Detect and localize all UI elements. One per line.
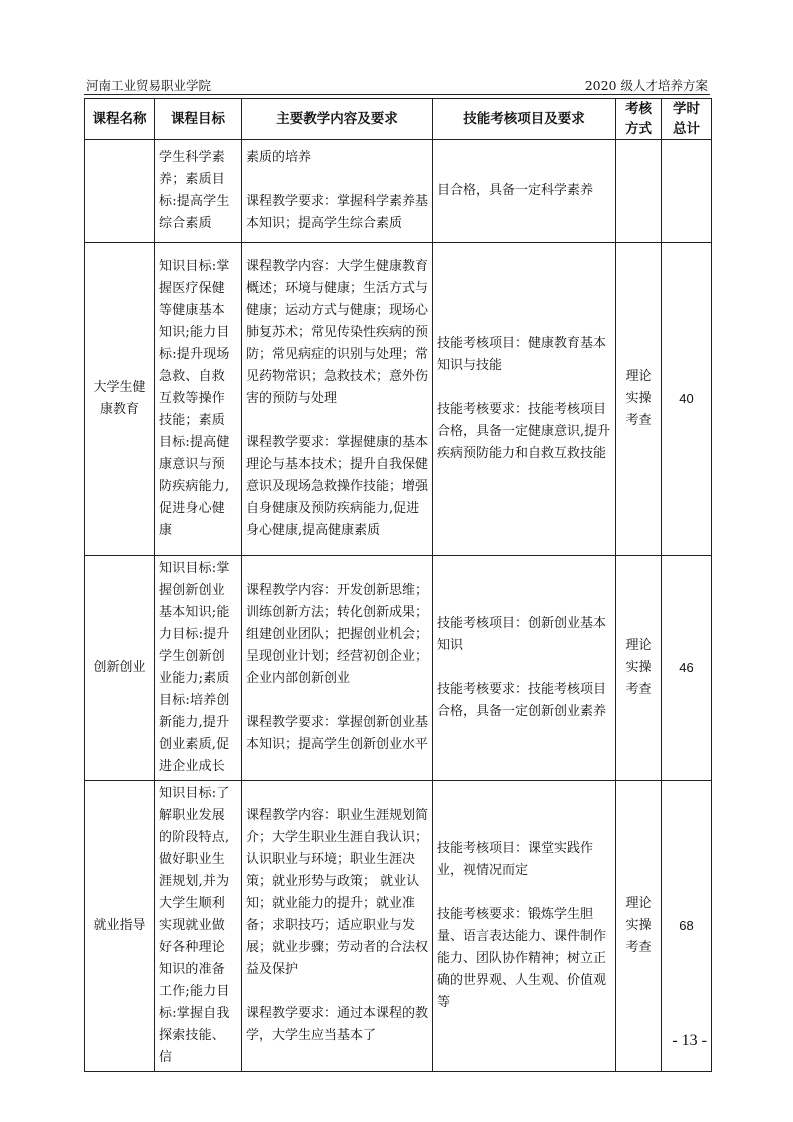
table-header-row bbox=[85, 99, 712, 140]
course-table bbox=[84, 98, 712, 1072]
page-number: - 13 - bbox=[672, 1032, 707, 1049]
course-content-cell bbox=[242, 556, 433, 781]
header-skill-assessment: 技能考核项目及要求 bbox=[433, 99, 616, 140]
table-row bbox=[85, 140, 712, 243]
content-text: 课程教学内容：开发创新思维；训练创新方法；转化创新成果；组建创业团队；把握创业机会；呈现创业计划；经营初创企业；企业内部创新创业 bbox=[246, 583, 429, 686]
skill-cell bbox=[433, 140, 616, 243]
content-text: 课程教学内容：大学生健康教育概述；环境与健康；生活方式与健康；运动方式与健康；现场心肺复苏术；常见传染性疾病的预防；常见病症的识别与处理；常见药物常识；急救技术；意外伤害的预防与处理 bbox=[246, 259, 429, 406]
header-total-hours bbox=[662, 99, 712, 140]
content-requirement-text: 课程教学要求：掌握科学素养基本知识；提高学生综合素质 bbox=[246, 194, 429, 231]
method-cell: 理论实操考查 bbox=[616, 556, 662, 781]
course-goal-cell: 知识目标:掌握医疗保健等健康基本知识;能力目标:提升现场急救、自救互救等操作技能；素质目标:提高健康意识与预防疾病能力,促进身心健康 bbox=[155, 243, 242, 556]
course-content-cell bbox=[242, 243, 433, 556]
method-cell bbox=[616, 140, 662, 243]
content-requirement-text: 课程教学要求：掌握创新创业基本知识；提高学生创新创业水平 bbox=[246, 715, 429, 752]
content-text: 课程教学内容：职业生涯规划简介；大学生职业生涯自我认识；认识职业与环境；职业生涯决策；就业形势与政策； 就业认知；就业能力的提升；就业准备；求职技巧；适应职业与发展；就业步骤；劳动者的合法权益及保护 bbox=[246, 808, 429, 977]
header-hours-line1: 学时 bbox=[673, 101, 700, 117]
course-name-cell bbox=[85, 140, 155, 243]
header-method-line1: 考核 bbox=[625, 101, 652, 117]
header-course-name: 课程名称 bbox=[85, 99, 155, 140]
course-goal-cell: 学生科学素养；素质目标:提高学生综合素质 bbox=[155, 140, 242, 243]
header-method-line2: 方式 bbox=[625, 121, 652, 137]
skill-item-text: 技能考核项目：创新创业基本知识 bbox=[437, 616, 607, 653]
course-name-cell: 创新创业 bbox=[85, 556, 155, 781]
header-teaching-content: 主要教学内容及要求 bbox=[242, 99, 433, 140]
skill-cell bbox=[433, 243, 616, 556]
page-header bbox=[84, 72, 710, 95]
table-row bbox=[85, 556, 712, 781]
header-course-goal: 课程目标 bbox=[155, 99, 242, 140]
content-requirement-text: 课程教学要求：通过本课程的教学，大学生应当基本了 bbox=[246, 1006, 429, 1043]
content-text: 素质的培养 bbox=[246, 150, 312, 165]
course-goal-cell: 知识目标:了解职业发展的阶段特点,做好职业生涯规划,并为大学生顺利实现就业做好各种理论知识的准备工作;能力目标:掌握自我探索技能、信 bbox=[155, 781, 242, 1072]
skill-requirement-text: 技能考核要求：技能考核项目合格，具备一定健康意识,提升疾病预防能力和自救互救技能 bbox=[437, 402, 611, 461]
content-requirement-text: 课程教学要求：掌握健康的基本理论与基本技术；提升自我保健意识及现场急救操作技能；增强自身健康及预防疾病能力,促进身心健康,提高健康素质 bbox=[246, 435, 429, 538]
skill-item-text: 技能考核项目：健康教育基本知识与技能 bbox=[437, 336, 607, 373]
table-row bbox=[85, 243, 712, 556]
header-school-name: 河南工业贸易职业学院 bbox=[86, 78, 212, 93]
method-cell: 理论实操考查 bbox=[616, 781, 662, 1072]
header-doc-title: 2020 级人才培养方案 bbox=[584, 78, 708, 93]
header-assessment-method bbox=[616, 99, 662, 140]
hours-cell bbox=[662, 140, 712, 243]
skill-requirement-text: 技能考核要求：锻炼学生胆量、语言表达能力、课件制作能力、团队协作精神；树立正确的世界观、人生观、价值观等 bbox=[437, 907, 607, 1010]
course-goal-cell: 知识目标:掌握创新创业基本知识;能力目标:提升学生创新创业能力;素质目标:培养创新能力,提升创业素质,促进企业成长 bbox=[155, 556, 242, 781]
course-name-cell: 大学生健康教育 bbox=[85, 243, 155, 556]
skill-cell bbox=[433, 556, 616, 781]
course-content-cell bbox=[242, 140, 433, 243]
skill-item-text: 技能考核项目：课堂实践作业，视情况而定 bbox=[437, 841, 594, 878]
skill-requirement-text: 技能考核要求：技能考核项目合格，具备一定创新创业素养 bbox=[437, 682, 607, 719]
table-row bbox=[85, 781, 712, 1072]
skill-cell bbox=[433, 781, 616, 1072]
skill-requirement-text: 目合格，具备一定科学素养 bbox=[437, 183, 594, 198]
course-name-cell: 就业指导 bbox=[85, 781, 155, 1072]
hours-cell: 40 bbox=[662, 243, 712, 556]
header-hours-line2: 总计 bbox=[673, 121, 700, 137]
method-cell: 理论实操考查 bbox=[616, 243, 662, 556]
hours-cell: 46 bbox=[662, 556, 712, 781]
hours-cell: 68 bbox=[662, 781, 712, 1072]
course-content-cell bbox=[242, 781, 433, 1072]
